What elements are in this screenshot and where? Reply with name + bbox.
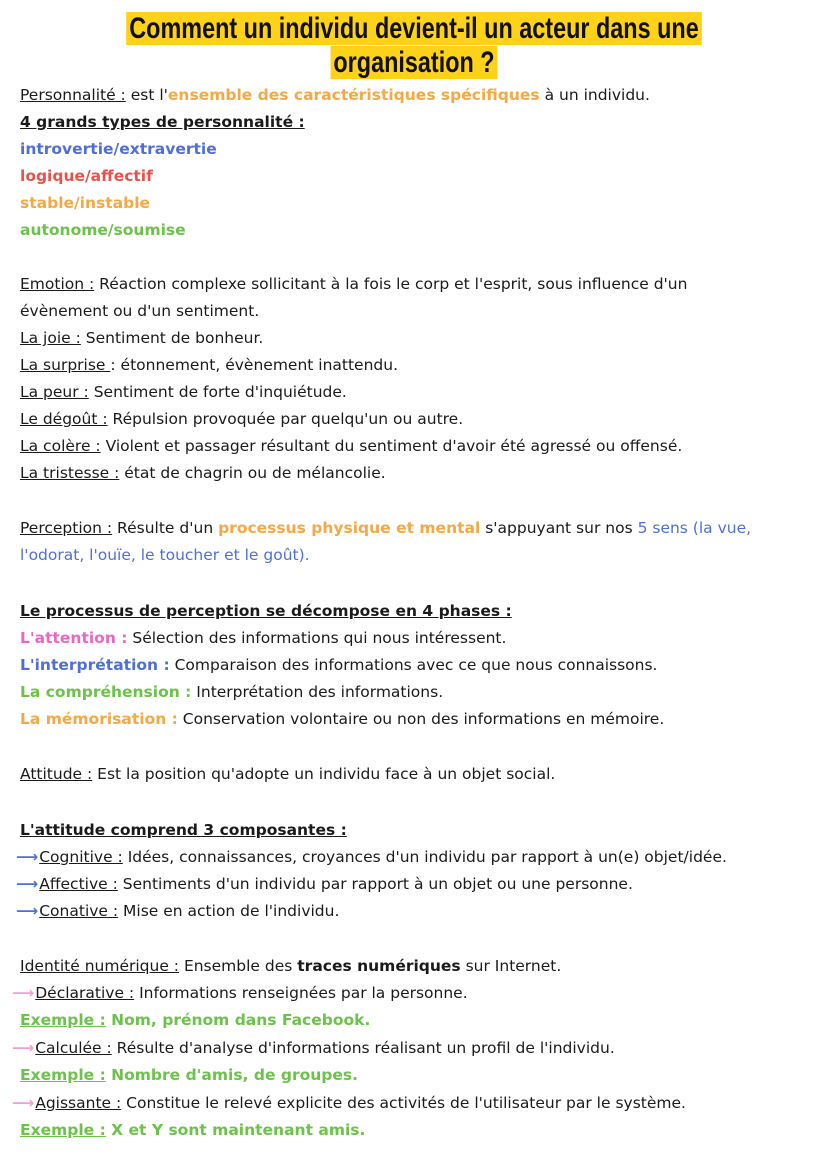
title-line-2: organisation ? (330, 46, 497, 79)
text-span: Nom, prénom dans Facebook. (105, 1011, 371, 1029)
text-span: La joie : (20, 329, 81, 347)
text-span: Sentiment de forte d'inquiétude. (88, 383, 347, 401)
text-span: Sentiment de bonheur. (80, 329, 264, 347)
text-span: Sentiments d'un individu par rapport à un objet ou une personne. (117, 875, 633, 893)
text-span: à un individu. (539, 86, 650, 104)
text-span: La mémorisation : (20, 710, 178, 728)
text-span: Idées, connaissances, croyances d'un individu par rapport à un(e) objet/idée. (122, 848, 727, 866)
arrow-right-icon: ⟶ (16, 848, 39, 866)
text-span: Réaction complexe sollicitant à la fois le corp et l'esprit, sous influence d'un (94, 275, 688, 293)
text-span: Répulsion provoquée par quelqu'un ou autre. (107, 410, 464, 428)
example-line (20, 1064, 358, 1086)
term-label: Emotion : (20, 275, 95, 293)
example-line (20, 1009, 370, 1031)
emotion-definition-cont: évènement ou d'un sentiment. (20, 302, 260, 320)
text-span: Est la position qu'adopte un individu face à un objet social. (92, 765, 556, 783)
highlight-text: processus physique et mental (218, 519, 481, 537)
text-span: Conative : (39, 902, 119, 920)
text-span: L'interprétation : (20, 656, 170, 674)
perception-senses: l'odorat, l'ouïe, le toucher et le goût). (20, 546, 310, 564)
emotion-item (20, 381, 347, 403)
term-label: Attitude : (20, 765, 93, 783)
arrow-right-icon: ⟶ (12, 1039, 35, 1057)
text-span: Exemple : (20, 1066, 106, 1084)
personnalite-definition (20, 84, 650, 106)
types-heading: 4 grands types de personnalité : (20, 113, 305, 131)
text-span: Sélection des informations qui nous intéressent. (127, 629, 507, 647)
arrow-right-icon: ⟶ (16, 875, 39, 893)
text-span: L'attention : (20, 629, 128, 647)
type-item: logique/affectif (20, 167, 153, 185)
text-span: La tristesse : (20, 464, 120, 482)
text-span: Comparaison des informations avec ce que nous connaissons. (169, 656, 658, 674)
phases-heading: Le processus de perception se décompose en 4 phases : (20, 602, 512, 620)
term-label: Personnalité : (20, 86, 126, 104)
text-span: La colère : (20, 437, 101, 455)
text-span: sur Internet. (460, 957, 562, 975)
text-span: Ensemble des (179, 957, 298, 975)
components-heading: L'attitude comprend 3 composantes : (20, 821, 347, 839)
text-span: Mise en action de l'individu. (118, 902, 340, 920)
type-item: stable/instable (20, 194, 151, 212)
text-span: Agissante : (35, 1094, 122, 1112)
text-span: s'appuyant sur nos (480, 519, 638, 537)
text-span: Cognitive : (39, 848, 123, 866)
text-span: traces numériques (297, 957, 461, 975)
text-span: est l' (125, 86, 168, 104)
type-item: autonome/soumise (20, 221, 186, 239)
phase-item (20, 654, 657, 676)
emotion-item (20, 462, 386, 484)
perception-definition (20, 517, 751, 539)
text-span: X et Y sont maintenant amis. (105, 1121, 366, 1139)
phase-item (20, 708, 664, 730)
emotion-item (20, 435, 682, 457)
text-span: Nombre d'amis, de groupes. (105, 1066, 359, 1084)
identite-item (12, 1092, 686, 1114)
identite-item (12, 982, 468, 1004)
term-label: Perception : (20, 519, 113, 537)
identite-definition (20, 955, 561, 977)
title-line-1: Comment un individu devient-il un acteur dans une (126, 12, 702, 45)
arrow-right-icon: ⟶ (12, 1094, 35, 1112)
text-span: Exemple : (20, 1121, 106, 1139)
emotion-item (20, 354, 398, 376)
example-line (20, 1119, 365, 1141)
arrow-right-icon: ⟶ (16, 902, 39, 920)
text-span: Informations renseignées par la personne. (134, 984, 468, 1002)
emotion-item (20, 327, 263, 349)
identite-item (12, 1037, 615, 1059)
text-span: Affective : (39, 875, 118, 893)
phase-item (20, 627, 506, 649)
text-span: Calculée : (35, 1039, 112, 1057)
text-span: Déclarative : (35, 984, 135, 1002)
page-title (91, 12, 737, 80)
text-span: Violent et passager résultant du sentiment d'avoir été agressé ou offensé. (100, 437, 683, 455)
component-item (16, 873, 633, 895)
text-span: Exemple : (20, 1011, 106, 1029)
component-item (16, 846, 727, 868)
text-span: La compréhension : (20, 683, 192, 701)
emotion-definition (20, 273, 687, 295)
text-span: Constitue le relevé explicite des activités de l'utilisateur par le système. (121, 1094, 686, 1112)
text-span: La peur : (20, 383, 89, 401)
arrow-right-icon: ⟶ (12, 984, 35, 1002)
component-item (16, 900, 339, 922)
term-label: Identité numérique : (20, 957, 180, 975)
text-span: état de chagrin ou de mélancolie. (119, 464, 386, 482)
text-span: Conservation volontaire ou non des informations en mémoire. (177, 710, 665, 728)
text-span: La surprise (20, 356, 111, 374)
text-span: 5 sens (la vue, (637, 519, 752, 537)
text-span: Résulte d'analyse d'informations réalisant un profil de l'individu. (111, 1039, 615, 1057)
phase-item (20, 681, 443, 703)
type-item: introvertie/extravertie (20, 140, 217, 158)
text-span: Le dégoût : (20, 410, 108, 428)
emotion-item (20, 408, 463, 430)
text-span: : étonnement, évènement inattendu. (110, 356, 399, 374)
highlight-text: ensemble des caractéristiques spécifiques (167, 86, 540, 104)
attitude-definition (20, 763, 555, 785)
text-span: Interprétation des informations. (191, 683, 444, 701)
text-span: Résulte d'un (112, 519, 219, 537)
